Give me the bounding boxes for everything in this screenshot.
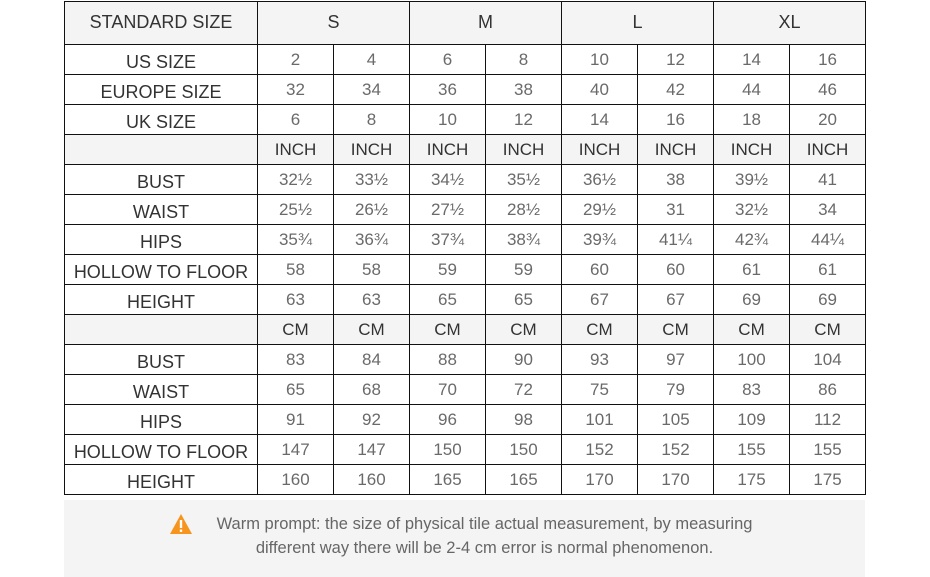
measure-cell: 170 bbox=[562, 465, 638, 495]
standard-size-label: STANDARD SIZE bbox=[65, 2, 258, 45]
measure-cell: 67 bbox=[562, 285, 638, 315]
size-cell: 38 bbox=[486, 75, 562, 105]
measure-cell: 92 bbox=[334, 405, 410, 435]
row-label: WAIST bbox=[65, 375, 258, 405]
measure-cell: 101 bbox=[562, 405, 638, 435]
measure-cell: 68 bbox=[334, 375, 410, 405]
unit-cell: CM bbox=[410, 315, 486, 345]
size-cell: 10 bbox=[410, 105, 486, 135]
size-cell: 12 bbox=[486, 105, 562, 135]
size-group-l: L bbox=[562, 2, 714, 45]
size-cell: 10 bbox=[562, 45, 638, 75]
measure-cell: 112 bbox=[790, 405, 866, 435]
measure-cell: 65 bbox=[410, 285, 486, 315]
inch-unit-row bbox=[65, 135, 866, 165]
measure-cell: 28½ bbox=[486, 195, 562, 225]
measure-cell: 90 bbox=[486, 345, 562, 375]
row-label: HEIGHT bbox=[65, 465, 258, 495]
measure-cell: 58 bbox=[334, 255, 410, 285]
measure-cell: 160 bbox=[334, 465, 410, 495]
measure-cell: 42¾ bbox=[714, 225, 790, 255]
measure-cell: 84 bbox=[334, 345, 410, 375]
cm-measure-row bbox=[65, 465, 866, 495]
measure-cell: 65 bbox=[258, 375, 334, 405]
measure-cell: 75 bbox=[562, 375, 638, 405]
measure-cell: 34 bbox=[790, 195, 866, 225]
measure-cell: 61 bbox=[790, 255, 866, 285]
measure-cell: 152 bbox=[562, 435, 638, 465]
row-label: BUST bbox=[65, 165, 258, 195]
measure-cell: 59 bbox=[410, 255, 486, 285]
measure-cell: 150 bbox=[486, 435, 562, 465]
measure-cell: 36¾ bbox=[334, 225, 410, 255]
measure-cell: 93 bbox=[562, 345, 638, 375]
measure-cell: 155 bbox=[714, 435, 790, 465]
inch-measure-row bbox=[65, 285, 866, 315]
inch-measure-row bbox=[65, 195, 866, 225]
unit-cell: CM bbox=[334, 315, 410, 345]
size-row bbox=[65, 105, 866, 135]
measure-cell: 91 bbox=[258, 405, 334, 435]
unit-cell: INCH bbox=[790, 135, 866, 165]
inch-measure-row bbox=[65, 255, 866, 285]
measure-cell: 97 bbox=[638, 345, 714, 375]
measure-cell: 61 bbox=[714, 255, 790, 285]
measure-cell: 65 bbox=[486, 285, 562, 315]
unit-cell: CM bbox=[638, 315, 714, 345]
measure-cell: 109 bbox=[714, 405, 790, 435]
measure-cell: 33½ bbox=[334, 165, 410, 195]
measure-cell: 79 bbox=[638, 375, 714, 405]
size-chart-container bbox=[64, 1, 865, 495]
measure-cell: 29½ bbox=[562, 195, 638, 225]
measure-cell: 104 bbox=[790, 345, 866, 375]
size-row bbox=[65, 45, 866, 75]
unit-cell: INCH bbox=[562, 135, 638, 165]
row-label: UK SIZE bbox=[65, 105, 258, 135]
size-cell: 18 bbox=[714, 105, 790, 135]
size-cell: 6 bbox=[410, 45, 486, 75]
measure-cell: 31 bbox=[638, 195, 714, 225]
measure-cell: 25½ bbox=[258, 195, 334, 225]
measure-cell: 83 bbox=[714, 375, 790, 405]
unit-cell: CM bbox=[486, 315, 562, 345]
row-label: HOLLOW TO FLOOR bbox=[65, 255, 258, 285]
measure-cell: 175 bbox=[790, 465, 866, 495]
header-row bbox=[65, 2, 866, 45]
size-group-s: S bbox=[258, 2, 410, 45]
measure-cell: 165 bbox=[410, 465, 486, 495]
warm-prompt-notice bbox=[64, 500, 865, 577]
unit-cell: INCH bbox=[638, 135, 714, 165]
measure-cell: 175 bbox=[714, 465, 790, 495]
measure-cell: 155 bbox=[790, 435, 866, 465]
size-cell: 14 bbox=[714, 45, 790, 75]
size-cell: 4 bbox=[334, 45, 410, 75]
row-label: EUROPE SIZE bbox=[65, 75, 258, 105]
measure-cell: 58 bbox=[258, 255, 334, 285]
measure-cell: 72 bbox=[486, 375, 562, 405]
row-label bbox=[65, 135, 258, 165]
measure-cell: 36½ bbox=[562, 165, 638, 195]
inch-measure-row bbox=[65, 165, 866, 195]
row-label: HIPS bbox=[65, 405, 258, 435]
measure-cell: 70 bbox=[410, 375, 486, 405]
measure-cell: 83 bbox=[258, 345, 334, 375]
unit-cell: INCH bbox=[714, 135, 790, 165]
measure-cell: 105 bbox=[638, 405, 714, 435]
measure-cell: 26½ bbox=[334, 195, 410, 225]
measure-cell: 152 bbox=[638, 435, 714, 465]
measure-cell: 69 bbox=[714, 285, 790, 315]
unit-cell: CM bbox=[790, 315, 866, 345]
measure-cell: 37¾ bbox=[410, 225, 486, 255]
measure-cell: 59 bbox=[486, 255, 562, 285]
measure-cell: 150 bbox=[410, 435, 486, 465]
measure-cell: 41¼ bbox=[638, 225, 714, 255]
measure-cell: 69 bbox=[790, 285, 866, 315]
notice-line-1: Warm prompt: the size of physical tile actual measurement, by measuring bbox=[216, 515, 753, 533]
cm-unit-row bbox=[65, 315, 866, 345]
size-cell: 2 bbox=[258, 45, 334, 75]
size-cell: 40 bbox=[562, 75, 638, 105]
measure-cell: 44¼ bbox=[790, 225, 866, 255]
measure-cell: 60 bbox=[638, 255, 714, 285]
measure-cell: 27½ bbox=[410, 195, 486, 225]
size-cell: 32 bbox=[258, 75, 334, 105]
notice-text bbox=[64, 512, 865, 560]
size-cell: 36 bbox=[410, 75, 486, 105]
inch-measure-row bbox=[65, 225, 866, 255]
row-label: HIPS bbox=[65, 225, 258, 255]
measure-cell: 96 bbox=[410, 405, 486, 435]
size-cell: 34 bbox=[334, 75, 410, 105]
measure-cell: 63 bbox=[334, 285, 410, 315]
size-cell: 16 bbox=[638, 105, 714, 135]
size-cell: 12 bbox=[638, 45, 714, 75]
measure-cell: 35½ bbox=[486, 165, 562, 195]
measure-cell: 39¾ bbox=[562, 225, 638, 255]
measure-cell: 35¾ bbox=[258, 225, 334, 255]
row-label: HEIGHT bbox=[65, 285, 258, 315]
unit-cell: INCH bbox=[410, 135, 486, 165]
row-label: HOLLOW TO FLOOR bbox=[65, 435, 258, 465]
row-label: BUST bbox=[65, 345, 258, 375]
row-label: US SIZE bbox=[65, 45, 258, 75]
size-group-xl: XL bbox=[714, 2, 866, 45]
measure-cell: 100 bbox=[714, 345, 790, 375]
measure-cell: 32½ bbox=[714, 195, 790, 225]
unit-cell: CM bbox=[562, 315, 638, 345]
cm-measure-row bbox=[65, 405, 866, 435]
measure-cell: 60 bbox=[562, 255, 638, 285]
notice-line-2: different way there will be 2-4 cm error is normal phenomenon. bbox=[255, 539, 714, 557]
size-cell: 46 bbox=[790, 75, 866, 105]
measure-cell: 98 bbox=[486, 405, 562, 435]
measure-cell: 160 bbox=[258, 465, 334, 495]
measure-cell: 34½ bbox=[410, 165, 486, 195]
size-cell: 8 bbox=[486, 45, 562, 75]
measure-cell: 63 bbox=[258, 285, 334, 315]
size-cell: 14 bbox=[562, 105, 638, 135]
measure-cell: 170 bbox=[638, 465, 714, 495]
cm-measure-row bbox=[65, 435, 866, 465]
row-label: WAIST bbox=[65, 195, 258, 225]
size-cell: 20 bbox=[790, 105, 866, 135]
measure-cell: 32½ bbox=[258, 165, 334, 195]
unit-cell: CM bbox=[714, 315, 790, 345]
size-cell: 16 bbox=[790, 45, 866, 75]
measure-cell: 39½ bbox=[714, 165, 790, 195]
measure-cell: 88 bbox=[410, 345, 486, 375]
measure-cell: 147 bbox=[258, 435, 334, 465]
unit-cell: INCH bbox=[334, 135, 410, 165]
cm-measure-row bbox=[65, 375, 866, 405]
row-label bbox=[65, 315, 258, 345]
measure-cell: 41 bbox=[790, 165, 866, 195]
size-cell: 8 bbox=[334, 105, 410, 135]
measure-cell: 86 bbox=[790, 375, 866, 405]
unit-cell: INCH bbox=[258, 135, 334, 165]
unit-cell: INCH bbox=[486, 135, 562, 165]
measure-cell: 38¾ bbox=[486, 225, 562, 255]
size-cell: 42 bbox=[638, 75, 714, 105]
measure-cell: 165 bbox=[486, 465, 562, 495]
cm-measure-row bbox=[65, 345, 866, 375]
measure-cell: 147 bbox=[334, 435, 410, 465]
size-row bbox=[65, 75, 866, 105]
unit-cell: CM bbox=[258, 315, 334, 345]
size-chart-table bbox=[64, 1, 866, 495]
size-cell: 6 bbox=[258, 105, 334, 135]
measure-cell: 38 bbox=[638, 165, 714, 195]
measure-cell: 67 bbox=[638, 285, 714, 315]
size-cell: 44 bbox=[714, 75, 790, 105]
size-group-m: M bbox=[410, 2, 562, 45]
